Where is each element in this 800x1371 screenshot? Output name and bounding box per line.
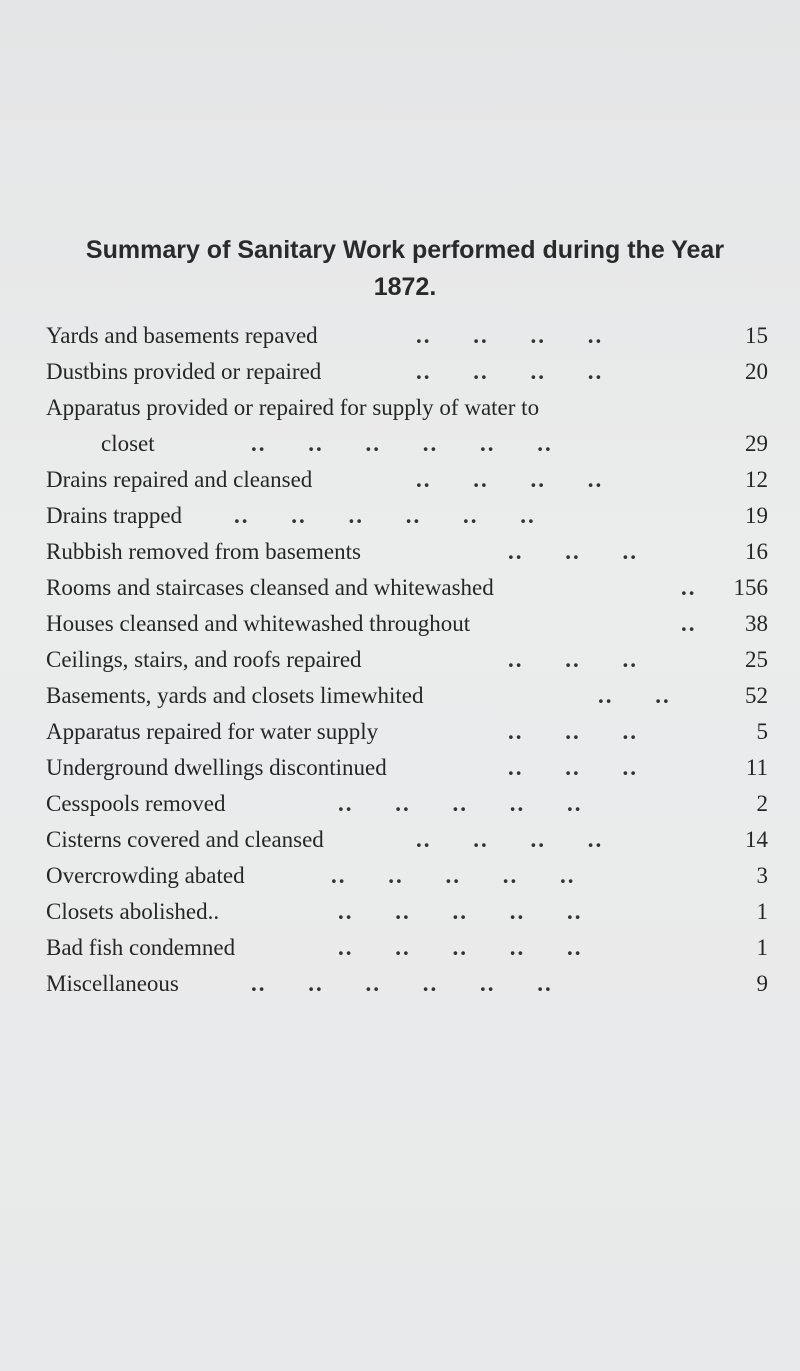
list-item bbox=[46, 642, 768, 678]
leader-dots: .. .. .. .. .. bbox=[338, 791, 583, 816]
leader-dots: .. bbox=[681, 575, 697, 600]
item-label: Cesspools removed bbox=[46, 791, 226, 816]
item-label: Ceilings, stairs, and roofs repaired bbox=[46, 647, 362, 672]
item-label: Houses cleansed and whitewashed throughout bbox=[46, 611, 471, 636]
item-value: 2 bbox=[756, 791, 768, 816]
item-label: Basements, yards and closets limewhited bbox=[46, 683, 424, 708]
list-item bbox=[46, 354, 768, 390]
item-label: Cisterns covered and cleansed bbox=[46, 827, 324, 852]
list-item bbox=[46, 786, 768, 822]
item-value: 12 bbox=[745, 467, 768, 492]
item-label: Drains trapped bbox=[46, 503, 183, 528]
leader-dots: .. .. bbox=[598, 683, 671, 708]
leader-dots: .. .. .. .. .. .. bbox=[234, 503, 536, 528]
leader-dots: .. .. .. .. .. .. bbox=[251, 971, 553, 996]
leader-dots: .. .. .. .. .. bbox=[331, 863, 576, 888]
list-item bbox=[46, 678, 768, 714]
item-value: 11 bbox=[745, 755, 768, 780]
item-label: Rooms and staircases cleansed and whitewashed bbox=[46, 575, 494, 600]
leader-dots: .. .. .. .. .. bbox=[338, 935, 583, 960]
item-label: Bad fish condemned bbox=[46, 935, 236, 960]
list-item bbox=[46, 966, 768, 1002]
leader-dots: .. .. .. .. bbox=[416, 323, 604, 348]
item-label: Apparatus repaired for water supply bbox=[46, 719, 379, 744]
item-value: 3 bbox=[756, 863, 768, 888]
list-item bbox=[46, 822, 768, 858]
item-value: 20 bbox=[745, 359, 768, 384]
leader-dots: .. .. .. .. .. .. bbox=[251, 431, 553, 456]
item-label: Underground dwellings discontinued bbox=[46, 755, 387, 780]
list-item bbox=[46, 750, 768, 786]
leader-dots: .. .. .. .. bbox=[416, 467, 604, 492]
leader-dots: .. .. .. .. bbox=[416, 359, 604, 384]
list-item bbox=[46, 534, 768, 570]
item-value: 29 bbox=[745, 431, 768, 456]
item-label: Drains repaired and cleansed bbox=[46, 467, 313, 492]
summary-title bbox=[40, 232, 770, 306]
item-value: 15 bbox=[745, 323, 768, 348]
item-value: 9 bbox=[756, 971, 768, 996]
item-value: 156 bbox=[733, 575, 768, 600]
list-item bbox=[46, 570, 768, 606]
list-item bbox=[46, 858, 768, 894]
leader-dots: .. .. .. .. bbox=[416, 827, 604, 852]
leader-dots: .. .. .. bbox=[508, 539, 638, 564]
list-item bbox=[46, 930, 768, 966]
list-item bbox=[46, 426, 768, 462]
leader-dots: .. .. .. .. .. bbox=[338, 899, 583, 924]
list-item bbox=[46, 462, 768, 498]
item-value: 1 bbox=[756, 935, 768, 960]
list-item bbox=[46, 498, 768, 534]
item-value: 25 bbox=[745, 647, 768, 672]
list-item bbox=[46, 894, 768, 930]
title-line-1: Summary of Sanitary Work performed during the Year bbox=[85, 236, 725, 264]
list-item bbox=[46, 390, 768, 426]
item-label: closet bbox=[101, 431, 155, 456]
leader-dots: .. bbox=[681, 611, 697, 636]
leader-dots: .. .. .. bbox=[508, 719, 638, 744]
item-value: 16 bbox=[745, 539, 768, 564]
leader-dots: .. .. .. bbox=[508, 647, 638, 672]
item-label: Overcrowding abated bbox=[46, 863, 245, 888]
item-value: 52 bbox=[745, 683, 768, 708]
item-value: 5 bbox=[756, 719, 768, 744]
item-value: 1 bbox=[756, 899, 768, 924]
item-label: Dustbins provided or repaired bbox=[46, 359, 322, 384]
item-label: Yards and basements repaved bbox=[46, 323, 318, 348]
item-label: Apparatus provided or repaired for supply of water to bbox=[46, 395, 540, 420]
item-value: 14 bbox=[745, 827, 768, 852]
list-item bbox=[46, 318, 768, 354]
item-label: Closets abolished.. bbox=[46, 899, 220, 924]
title-line-2: 1872. bbox=[373, 273, 437, 301]
summary-list bbox=[46, 318, 768, 1002]
list-item bbox=[46, 714, 768, 750]
item-label: Miscellaneous bbox=[46, 971, 179, 996]
item-value: 19 bbox=[745, 503, 768, 528]
item-label: Rubbish removed from basements bbox=[46, 539, 361, 564]
item-value: 38 bbox=[745, 611, 768, 636]
leader-dots: .. .. .. bbox=[508, 755, 638, 780]
list-item bbox=[46, 606, 768, 642]
